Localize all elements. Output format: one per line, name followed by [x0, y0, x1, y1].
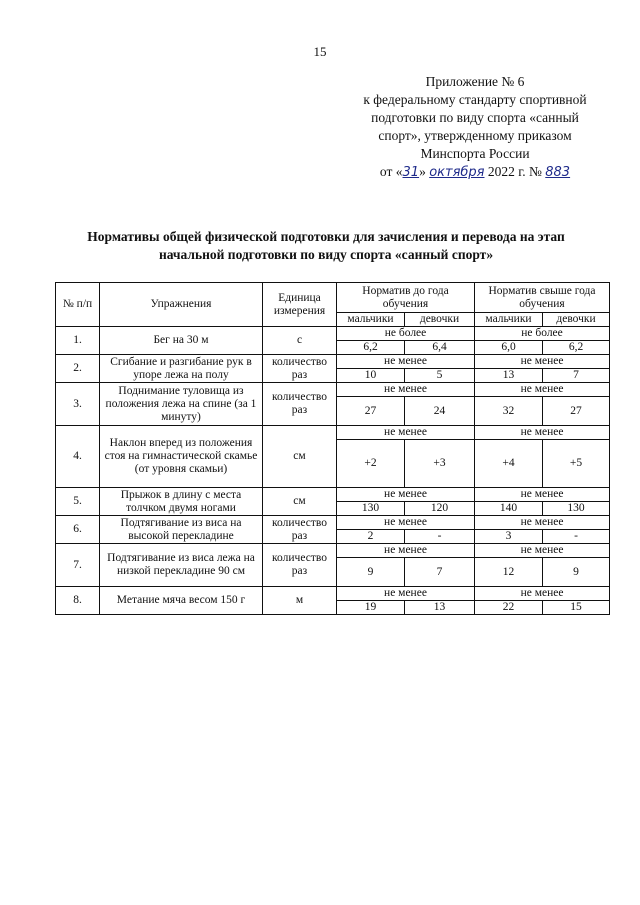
table-row — [56, 355, 610, 369]
row-number: 7. — [56, 544, 100, 587]
row-unit: м — [263, 587, 337, 615]
row-number: 5. — [56, 488, 100, 516]
row-value: 6,2 — [543, 341, 610, 355]
row-condition: не менее — [475, 587, 610, 601]
row-value: 32 — [475, 397, 543, 426]
title-line: Нормативы общей физической подготовки для зачисления и перевода на этап — [87, 229, 565, 244]
row-exercise: Бег на 30 м — [100, 327, 263, 355]
row-condition: не менее — [337, 355, 475, 369]
row-value: 15 — [543, 601, 610, 615]
row-condition: не менее — [475, 488, 610, 502]
header-boys: мальчики — [475, 313, 543, 327]
header-unit: Единица измерения — [263, 283, 337, 327]
order-day-handwritten: 31 — [402, 165, 420, 180]
row-condition: не менее — [337, 544, 475, 558]
row-value: +2 — [337, 440, 405, 488]
header-year1: Норматив до года обучения — [337, 283, 475, 313]
appendix-line: Минспорта России — [420, 146, 530, 161]
row-value: 2 — [337, 530, 405, 544]
row-condition: не более — [475, 327, 610, 341]
row-value: - — [543, 530, 610, 544]
header-num: № п/п — [56, 283, 100, 327]
row-unit: количество раз — [263, 516, 337, 544]
row-value: 140 — [475, 502, 543, 516]
row-unit: количество раз — [263, 544, 337, 587]
appendix-line: подготовки по виду спорта «санный — [371, 110, 579, 125]
header-exercise: Упражнения — [100, 283, 263, 327]
row-condition: не более — [337, 327, 475, 341]
appendix-line: Приложение № 6 — [425, 74, 525, 89]
row-value: 6,2 — [337, 341, 405, 355]
row-value: +3 — [405, 440, 475, 488]
row-value: 27 — [543, 397, 610, 426]
row-condition: не менее — [475, 544, 610, 558]
table-row — [56, 488, 610, 502]
order-mid: » — [419, 164, 430, 179]
row-condition: не менее — [337, 516, 475, 530]
row-unit: см — [263, 488, 337, 516]
row-value: 19 — [337, 601, 405, 615]
header-year2: Норматив свыше года обучения — [475, 283, 610, 313]
row-value: 9 — [543, 558, 610, 587]
row-value: 12 — [475, 558, 543, 587]
row-number: 3. — [56, 383, 100, 426]
row-exercise: Метание мяча весом 150 г — [100, 587, 263, 615]
row-condition: не менее — [337, 488, 475, 502]
table-row — [56, 383, 610, 397]
row-value: 7 — [405, 558, 475, 587]
appendix-line: спорт», утвержденному приказом — [378, 128, 572, 143]
row-value: 6,0 — [475, 341, 543, 355]
row-number: 2. — [56, 355, 100, 383]
row-condition: не менее — [337, 383, 475, 397]
row-value: 3 — [475, 530, 543, 544]
row-condition: не менее — [475, 516, 610, 530]
row-exercise: Прыжок в длину с места толчком двумя ногами — [100, 488, 263, 516]
row-condition: не менее — [475, 426, 610, 440]
header-boys: мальчики — [337, 313, 405, 327]
row-value: 120 — [405, 502, 475, 516]
page-number: 15 — [313, 44, 327, 59]
row-exercise: Подтягивание из виса лежа на низкой перекладине 90 см — [100, 544, 263, 587]
order-prefix: от « — [379, 164, 403, 179]
table-row — [56, 544, 610, 558]
order-year: 2022 г. № — [484, 164, 546, 179]
row-exercise: Поднимание туловища из положения лежа на спине (за 1 минуту) — [100, 383, 263, 426]
table-row — [56, 587, 610, 601]
row-value: 9 — [337, 558, 405, 587]
row-value: 130 — [543, 502, 610, 516]
row-number: 1. — [56, 327, 100, 355]
row-condition: не менее — [337, 587, 475, 601]
table-row — [56, 327, 610, 341]
row-exercise: Наклон вперед из положения стоя на гимнастической скамье (от уровня скамьи) — [100, 426, 263, 488]
row-number: 6. — [56, 516, 100, 544]
header-girls: девочки — [543, 313, 610, 327]
header-girls: девочки — [405, 313, 475, 327]
appendix-line: к федеральному стандарту спортивной — [363, 92, 587, 107]
row-value: 13 — [475, 369, 543, 383]
row-value: +4 — [475, 440, 543, 488]
row-value: - — [405, 530, 475, 544]
row-value: 7 — [543, 369, 610, 383]
norms-table — [55, 282, 610, 615]
norms-table-body — [56, 327, 610, 615]
title-line: начальной подготовки по виду спорта «санный спорт» — [158, 247, 494, 262]
row-value: 22 — [475, 601, 543, 615]
table-row — [56, 516, 610, 530]
document-title — [40, 228, 612, 264]
row-value: 13 — [405, 601, 475, 615]
row-condition: не менее — [475, 355, 610, 369]
order-number-handwritten: 883 — [545, 165, 571, 180]
appendix-header — [345, 73, 605, 182]
row-unit: количество раз — [263, 355, 337, 383]
row-value: 5 — [405, 369, 475, 383]
row-number: 8. — [56, 587, 100, 615]
row-condition: не менее — [475, 383, 610, 397]
row-value: 130 — [337, 502, 405, 516]
order-line — [345, 163, 605, 182]
row-value: 6,4 — [405, 341, 475, 355]
table-row — [56, 426, 610, 440]
row-condition: не менее — [337, 426, 475, 440]
row-unit: см — [263, 426, 337, 488]
row-unit: количество раз — [263, 383, 337, 426]
row-exercise: Сгибание и разгибание рук в упоре лежа на полу — [100, 355, 263, 383]
row-value: 24 — [405, 397, 475, 426]
row-number: 4. — [56, 426, 100, 488]
row-value: 27 — [337, 397, 405, 426]
row-unit: с — [263, 327, 337, 355]
order-month-handwritten: октября — [429, 165, 485, 180]
row-value: +5 — [543, 440, 610, 488]
row-exercise: Подтягивание из виса на высокой перекладине — [100, 516, 263, 544]
row-value: 10 — [337, 369, 405, 383]
